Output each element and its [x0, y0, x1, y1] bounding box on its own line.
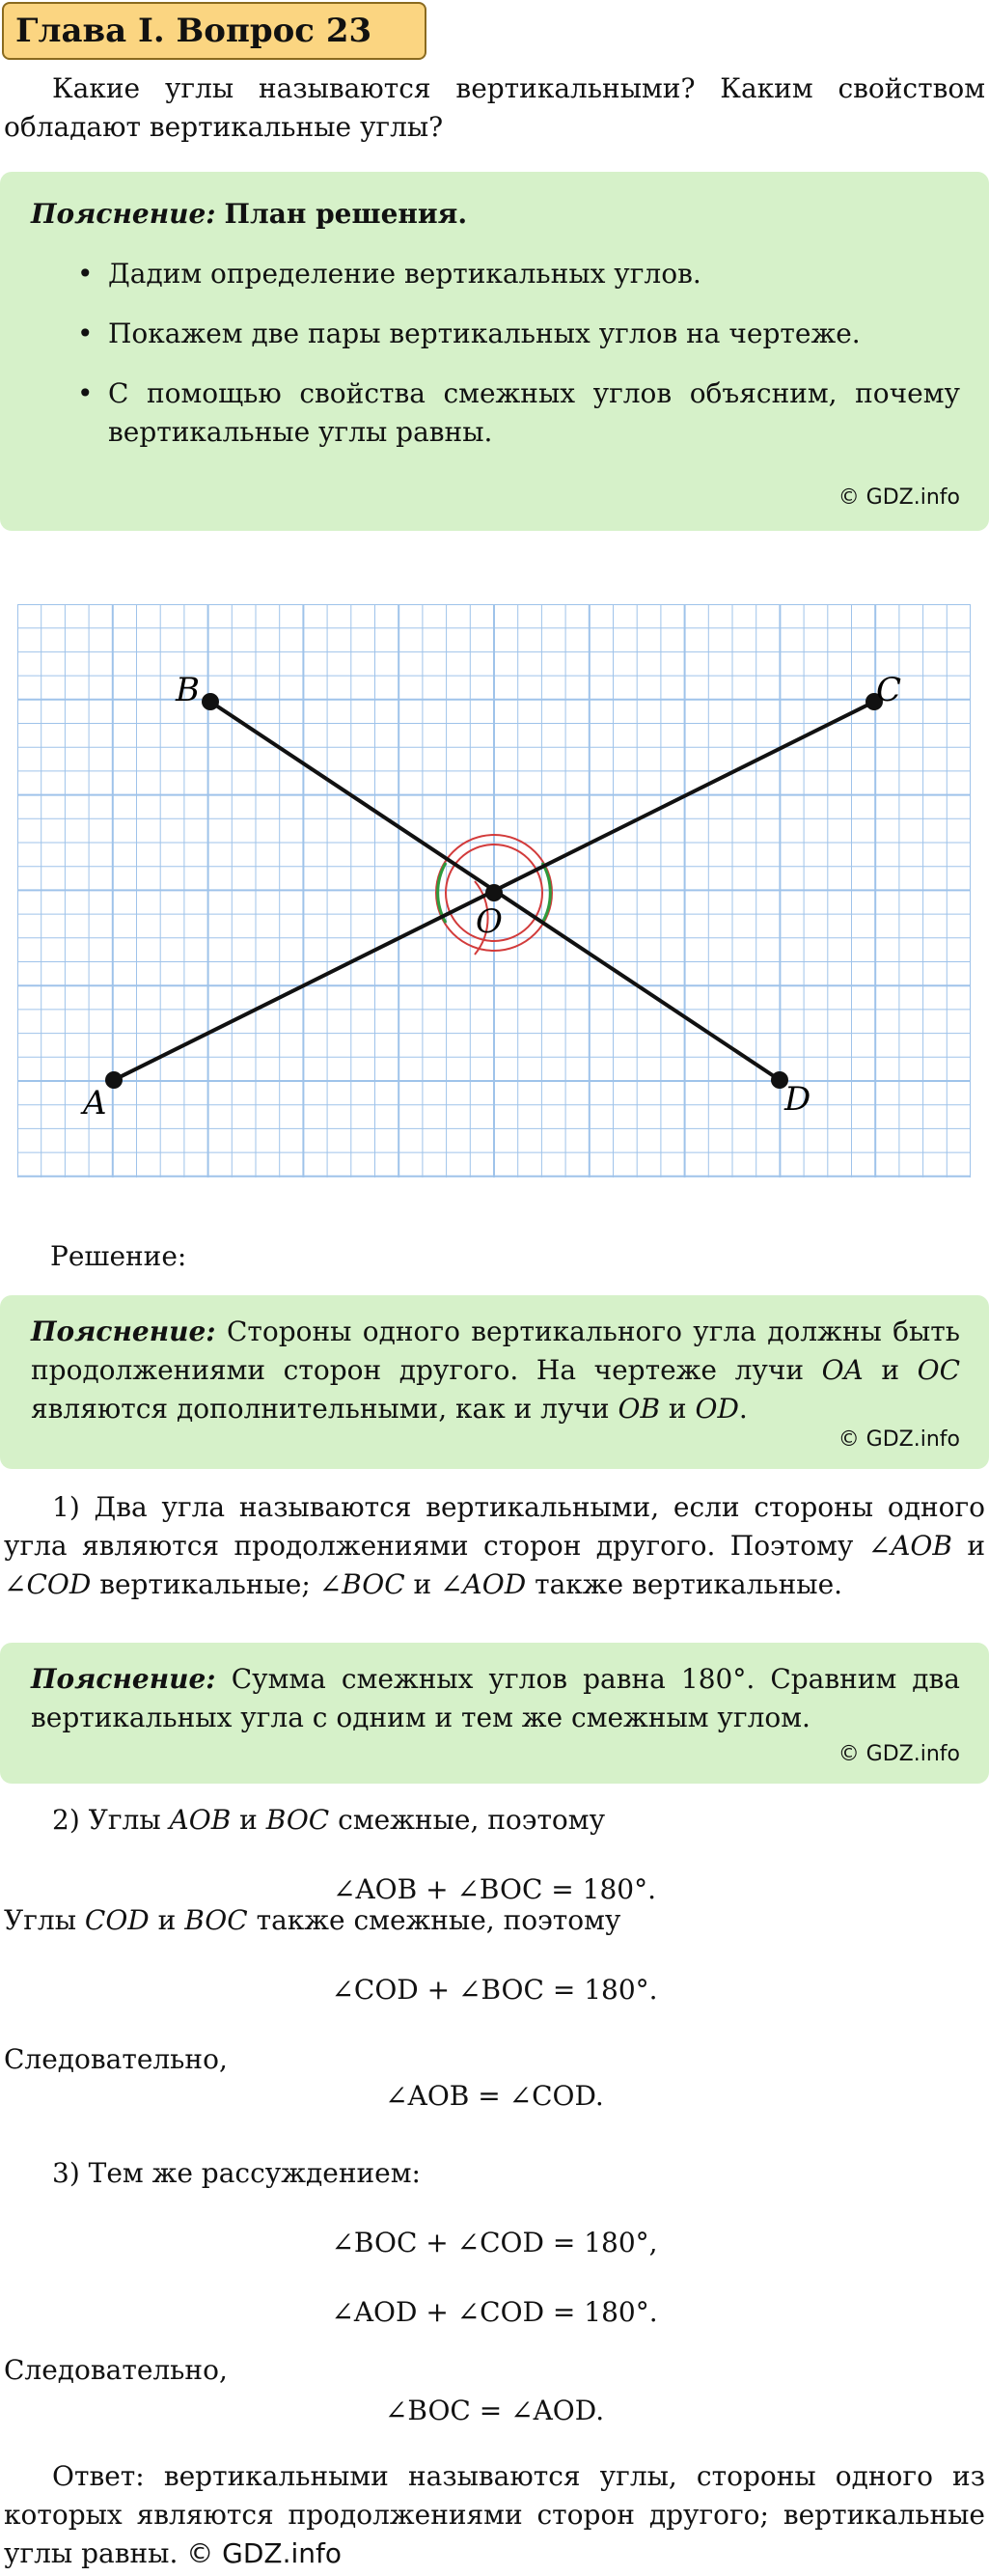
- hint-box-1: [0, 1295, 989, 1469]
- plan-box: [0, 172, 989, 531]
- step-2-intro: 2) Углы AOB и BOC смежные, поэтому: [52, 1804, 606, 1836]
- label-o: O: [476, 902, 503, 941]
- step-2-line: Углы COD и BOC также смежные, поэтому: [4, 1904, 621, 1936]
- formula: ∠AOB = ∠COD.: [385, 2080, 604, 2112]
- bullet-icon: •: [77, 377, 94, 409]
- chapter-title: Глава I. Вопрос 23: [2, 2, 426, 60]
- plan-heading: [31, 195, 960, 234]
- point-o: [485, 884, 503, 901]
- copyright: © GDZ.info: [838, 1742, 960, 1766]
- point-b: [202, 693, 219, 710]
- step-1: 1) Два угла называются вертикальными, если стороны одного угла являются продолжениями сторон другого. Поэтому ∠AOB и ∠COD вертикальные; ∠BOC и ∠AOD также вертикальные.: [4, 1491, 985, 1600]
- plan-label: Пояснение:: [31, 198, 216, 230]
- bullet-icon: •: [77, 318, 94, 349]
- copyright: © GDZ.info: [186, 2537, 343, 2569]
- copyright: © GDZ.info: [838, 1427, 960, 1452]
- answer-text: Ответ: вертикальными называются углы, стороны одного из которых являются продолжениями сторон другого; вертикальные углы равны. © GDZ.info: [4, 2460, 985, 2569]
- plan-item: • С помощью свойства смежных углов объясним, почему вертикальные углы равны.: [31, 374, 960, 452]
- hint-1-text: Пояснение: Стороны одного вертикального угла должны быть продолжениями сторон другого. На чертеже лучи OA и OC являются дополнительными, как и лучи OB и OD.: [31, 1316, 960, 1425]
- label-d: D: [784, 1080, 811, 1119]
- geometry-figure: [17, 604, 971, 1177]
- consequence-text: Следовательно,: [4, 2043, 228, 2075]
- bullet-icon: •: [77, 258, 94, 290]
- hint-box-2: [0, 1643, 989, 1784]
- solution-label: Решение:: [50, 1240, 187, 1272]
- formula: ∠BOC + ∠COD = 180°,: [331, 2227, 658, 2258]
- label-b: B: [176, 671, 200, 709]
- hint-2-text: Пояснение: Сумма смежных углов равна 180°. Сравним два вертикальных угла с одним и тем же смежным углом.: [31, 1663, 960, 1733]
- question-text: Какие углы называются вертикальными? Каким свойством обладают вертикальные углы?: [4, 72, 985, 143]
- formula: ∠AOB + ∠BOC = 180°.: [332, 1873, 656, 1905]
- formula: ∠BOC = ∠AOD.: [384, 2395, 605, 2426]
- formula: ∠COD + ∠BOC = 180°.: [331, 1974, 658, 2006]
- plan-item: • Покажем две пары вертикальных углов на чертеже.: [31, 315, 960, 353]
- formula: ∠AOD + ∠COD = 180°.: [331, 2296, 658, 2328]
- copyright: © GDZ.info: [838, 485, 960, 510]
- plan-title: План решения.: [224, 198, 468, 230]
- step-3-intro: 3) Тем же рассуждением:: [52, 2157, 421, 2189]
- label-a: A: [83, 1084, 107, 1122]
- plan-item: • Дадим определение вертикальных углов.: [31, 255, 960, 293]
- consequence-text: Следовательно,: [4, 2354, 228, 2386]
- label-c: C: [876, 671, 902, 709]
- point-a: [105, 1071, 123, 1089]
